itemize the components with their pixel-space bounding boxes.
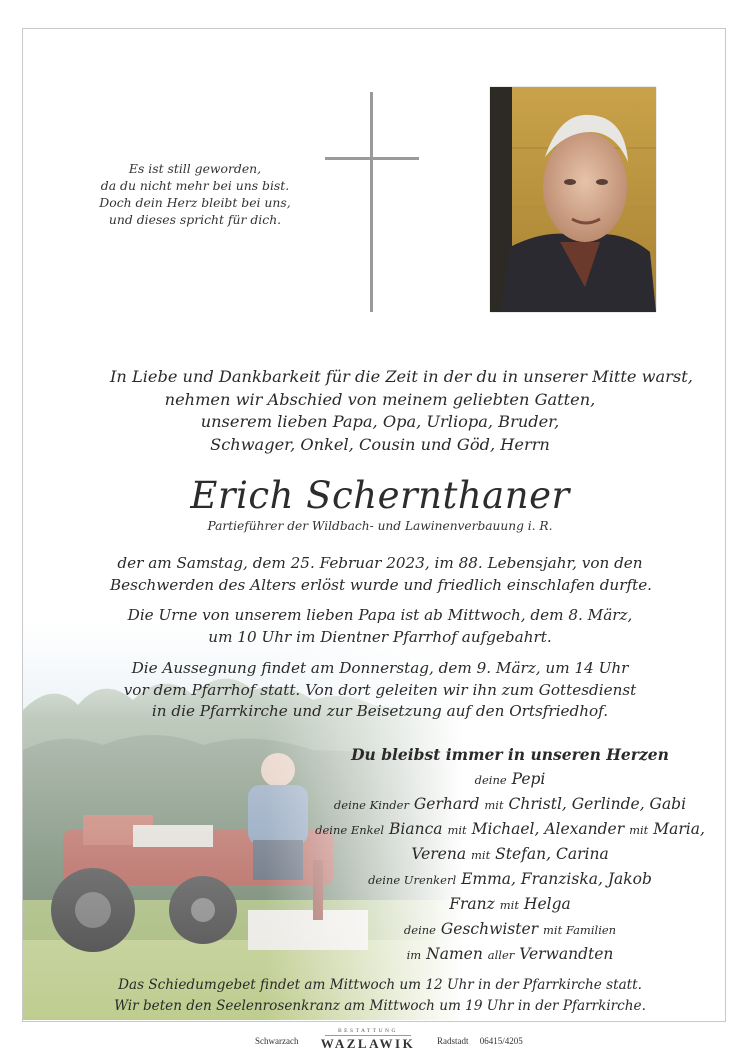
paragraph-line: Die Aussegnung findet am Donnerstag, dem 9. März, um 14 Uhr bbox=[131, 659, 629, 677]
death-paragraph bbox=[110, 553, 653, 596]
family-prefix: deine Kinder bbox=[333, 798, 409, 812]
family-member: Franz bbox=[449, 895, 495, 913]
poem-line: Doch dein Herz bleibt bei uns, bbox=[99, 195, 291, 210]
family-connector: mit bbox=[471, 848, 491, 862]
intro-line: unserem lieben Papa, Opa, Urliopa, Bruder, bbox=[200, 412, 560, 431]
undertaker-logo bbox=[313, 1028, 423, 1051]
paragraph-line: um 10 Uhr im Dientner Pfarrhof aufgebahrt. bbox=[208, 627, 552, 646]
family-siblings bbox=[300, 917, 720, 942]
footer-note-line: Wir beten den Seelenrosenkranz am Mittwoch um 19 Uhr in der Pfarrkirche. bbox=[114, 998, 646, 1014]
intro-text bbox=[110, 366, 693, 456]
family-member: Verena bbox=[411, 845, 467, 863]
family-member: Helga bbox=[523, 895, 571, 913]
paragraph-line: der am Samstag, dem 25. Februar 2023, im 88. Lebensjahr, von den bbox=[117, 554, 643, 572]
family-connector: mit bbox=[629, 823, 649, 837]
family-relatives bbox=[300, 942, 720, 967]
cross-icon bbox=[325, 92, 419, 316]
poem-line: Es ist still geworden, bbox=[128, 161, 262, 176]
family-member: Pepi bbox=[511, 770, 546, 788]
logo-tagline: BESTATTUNG bbox=[337, 1028, 398, 1034]
family-suffix: mit Familien bbox=[543, 923, 617, 937]
poem-line: da du nicht mehr bei uns bist. bbox=[100, 178, 290, 193]
family-member: Verwandten bbox=[519, 945, 614, 963]
paragraph-line: in die Pfarrkirche und zur Beisetzung auf den Ortsfriedhof. bbox=[151, 702, 609, 720]
family-children bbox=[300, 792, 720, 817]
family-franz bbox=[300, 892, 720, 917]
closing-title: Du bleibst immer in unseren Herzen bbox=[351, 745, 669, 764]
family-list bbox=[300, 743, 720, 967]
family-prefix: deine Urenkerl bbox=[368, 873, 457, 887]
poem-line: und dieses spricht für dich. bbox=[108, 212, 282, 227]
family-member: Gerhard bbox=[413, 795, 480, 813]
paragraph-line: vor dem Pfarrhof statt. Von dort geleiten wir ihn zum Gottesdienst bbox=[123, 680, 637, 699]
paragraph-line: Beschwerden des Alters erlöst wurde und friedlich einschlafen durfte. bbox=[110, 575, 653, 594]
family-prefix: deine bbox=[403, 923, 436, 937]
blessing-paragraph bbox=[110, 658, 650, 723]
paragraph-line: Die Urne von unserem lieben Papa ist ab Mittwoch, dem 8. März, bbox=[127, 606, 633, 624]
family-connector: mit bbox=[499, 898, 519, 912]
family-great-grandchildren bbox=[300, 867, 720, 892]
footer-notes bbox=[110, 975, 650, 1017]
family-prefix: im bbox=[406, 948, 422, 962]
location-right bbox=[437, 1036, 523, 1046]
phone-number: 06415/4205 bbox=[479, 1036, 523, 1046]
intro-line: In Liebe und Dankbarkeit für die Zeit in der du in unserer Mitte warst, bbox=[110, 367, 693, 386]
family-member: Michael, Alexander bbox=[471, 820, 625, 838]
family-grandchildren bbox=[300, 817, 720, 842]
family-member: Emma, Franziska, Jakob bbox=[461, 870, 652, 888]
family-grandchildren-2 bbox=[300, 842, 720, 867]
intro-line: Schwager, Onkel, Cousin und Göd, Herrn bbox=[210, 434, 550, 454]
family-member: Namen bbox=[426, 945, 483, 963]
family-member: Christl, Gerlinde, Gabi bbox=[508, 795, 687, 813]
deceased-name: Erich Schernthaner bbox=[190, 474, 570, 517]
undertaker-footer bbox=[0, 1028, 750, 1058]
family-prefix: deine bbox=[474, 773, 507, 787]
family-connector: aller bbox=[487, 948, 515, 962]
location-left: Schwarzach bbox=[255, 1036, 299, 1046]
family-wife bbox=[300, 767, 720, 792]
family-member: Stefan, Carina bbox=[495, 845, 609, 863]
family-member: Bianca bbox=[389, 820, 443, 838]
location-right-name: Radstadt bbox=[437, 1036, 469, 1046]
family-member: Geschwister bbox=[440, 920, 539, 938]
portrait-photo bbox=[490, 87, 656, 312]
family-connector: mit bbox=[447, 823, 467, 837]
logo-brand: WAZLAWIK bbox=[320, 1036, 416, 1051]
family-prefix: deine Enkel bbox=[315, 823, 385, 837]
family-connector: mit bbox=[484, 798, 504, 812]
family-member: Maria, bbox=[653, 820, 705, 838]
urn-paragraph bbox=[110, 605, 650, 648]
poem bbox=[90, 160, 300, 228]
intro-line: nehmen wir Abschied von meinem geliebten Gatten, bbox=[164, 389, 596, 409]
footer-note-line: Das Schiedumgebet findet am Mittwoch um 12 Uhr in der Pfarrkirche statt. bbox=[118, 977, 642, 993]
deceased-role: Partieführer der Wildbach- und Lawinenverbauung i. R. bbox=[207, 519, 553, 533]
